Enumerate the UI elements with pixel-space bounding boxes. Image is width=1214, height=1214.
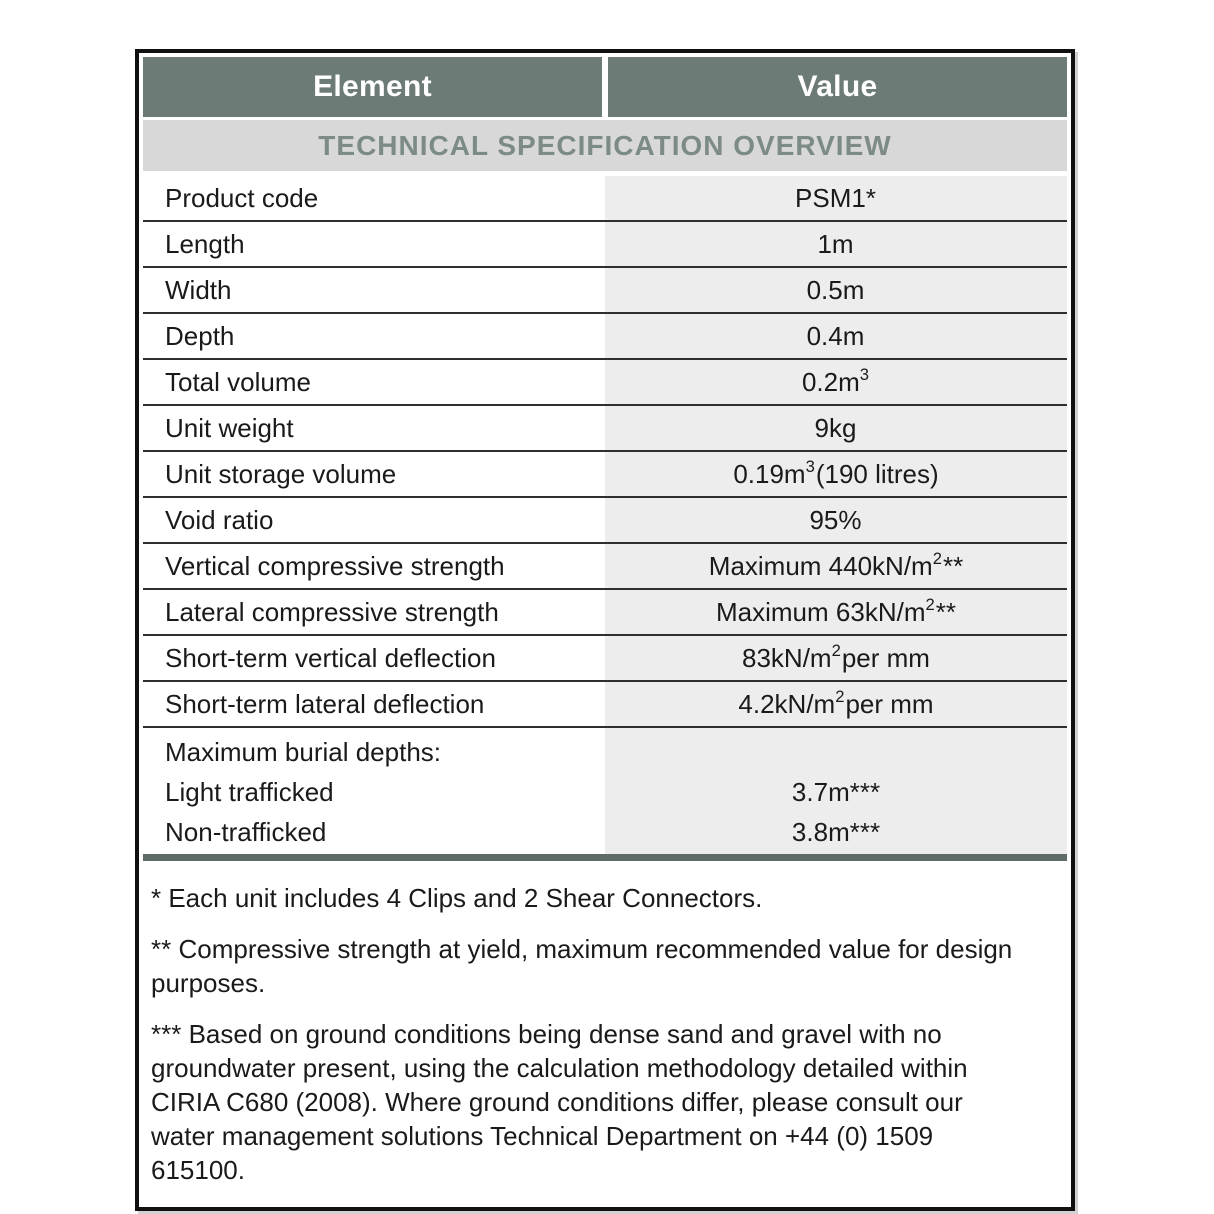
footnote-ground-conditions: *** Based on ground conditions being dense sand and gravel with no groundwater present, using the calculation methodology detailed within CIRIA C680 (2008). Where ground conditions differ, please consult our water management solutions Technical Department on +44 (0) 1509 615100. xyxy=(151,1019,968,1185)
table-row-product-code xyxy=(143,176,1067,222)
table-row-unit-weight xyxy=(143,406,1067,452)
value-suffix: per mm xyxy=(845,688,934,719)
row-value: Maximum 63kN/m $^2$ ** xyxy=(605,590,1067,634)
row-label: Unit storage volume xyxy=(143,452,605,496)
row-label: Length xyxy=(143,222,605,266)
value-text: 9kg xyxy=(814,412,857,443)
spec-table-body xyxy=(143,176,1067,861)
table-row-maximum-burial-depths xyxy=(143,728,1067,854)
table-row-short-term-lateral-deflection xyxy=(143,682,1067,728)
table-row-depth xyxy=(143,314,1067,360)
burial-label-light-trafficked: Light trafficked xyxy=(165,777,334,807)
footnote-compressive-strength: ** Compressive strength at yield, maximum recommended value for design purposes. xyxy=(151,934,1013,998)
table-row-unit-storage-volume xyxy=(143,452,1067,498)
value-suffix: ** xyxy=(942,550,964,581)
value-text: 0.2m xyxy=(801,366,860,397)
row-label: Short-term lateral deflection xyxy=(143,682,605,726)
row-label: Short-term vertical deflection xyxy=(143,636,605,680)
footnotes xyxy=(143,861,1067,1201)
value-text: 83kN/m xyxy=(742,642,832,673)
burial-value-light-trafficked: 3.7m*** xyxy=(791,777,881,807)
table-row-total-volume xyxy=(143,360,1067,406)
burial-value-non-trafficked: 3.8m*** xyxy=(791,817,881,847)
burial-heading: Maximum burial depths: xyxy=(165,737,441,767)
table-title: TECHNICAL SPECIFICATION OVERVIEW xyxy=(143,120,1067,171)
column-header-element: Element xyxy=(143,57,602,117)
value-suffix: per mm xyxy=(841,642,930,673)
row-value: 4.2kN/m $^2$ per mm xyxy=(605,682,1067,726)
row-label: Lateral compressive strength xyxy=(143,590,605,634)
row-value xyxy=(605,498,1067,542)
table-row-width xyxy=(143,268,1067,314)
row-value xyxy=(605,222,1067,266)
row-value: Maximum 440kN/m $^2$ ** xyxy=(605,544,1067,588)
value-text: 1m xyxy=(817,228,854,259)
row-value xyxy=(605,406,1067,450)
table-row-lateral-compressive-strength xyxy=(143,590,1067,636)
row-value xyxy=(605,314,1067,358)
row-value xyxy=(605,176,1067,220)
value-text: 0.4m xyxy=(806,320,865,351)
value-text: 95% xyxy=(809,504,862,535)
burial-label-non-trafficked: Non-trafficked xyxy=(165,817,327,847)
row-label: Product code xyxy=(143,176,605,220)
table-row-void-ratio xyxy=(143,498,1067,544)
row-value: 83kN/m $^2$ per mm xyxy=(605,636,1067,680)
value-text: 4.2kN/m xyxy=(738,688,836,719)
row-label: Total volume xyxy=(143,360,605,404)
value-suffix: (190 litres) xyxy=(815,458,939,489)
table-header-row xyxy=(143,57,1067,117)
row-value xyxy=(605,268,1067,312)
row-value: 0.19m $^3$ (190 litres) xyxy=(605,452,1067,496)
burial-values xyxy=(605,728,1067,854)
value-text: Maximum 440kN/m xyxy=(708,550,933,581)
value-text: PSM1* xyxy=(795,182,876,213)
row-value: 0.2m $^3$ xyxy=(605,360,1067,404)
row-label: Vertical compressive strength xyxy=(143,544,605,588)
spec-sheet xyxy=(135,49,1075,1211)
row-label: Void ratio xyxy=(143,498,605,542)
table-row-short-term-vertical-deflection xyxy=(143,636,1067,682)
burial-labels xyxy=(143,728,605,854)
footnote-clips: * Each unit includes 4 Clips and 2 Shear Connectors. xyxy=(151,883,763,913)
table-row-length xyxy=(143,222,1067,268)
value-suffix: ** xyxy=(935,596,956,627)
row-label: Unit weight xyxy=(143,406,605,450)
table-row-vertical-compressive-strength xyxy=(143,544,1067,590)
row-label: Depth xyxy=(143,314,605,358)
column-header-value: Value xyxy=(608,57,1067,117)
value-text: 0.5m xyxy=(806,274,865,305)
value-text: 0.19m xyxy=(733,458,806,489)
row-label: Width xyxy=(143,268,605,312)
value-text: Maximum 63kN/m xyxy=(716,596,926,627)
